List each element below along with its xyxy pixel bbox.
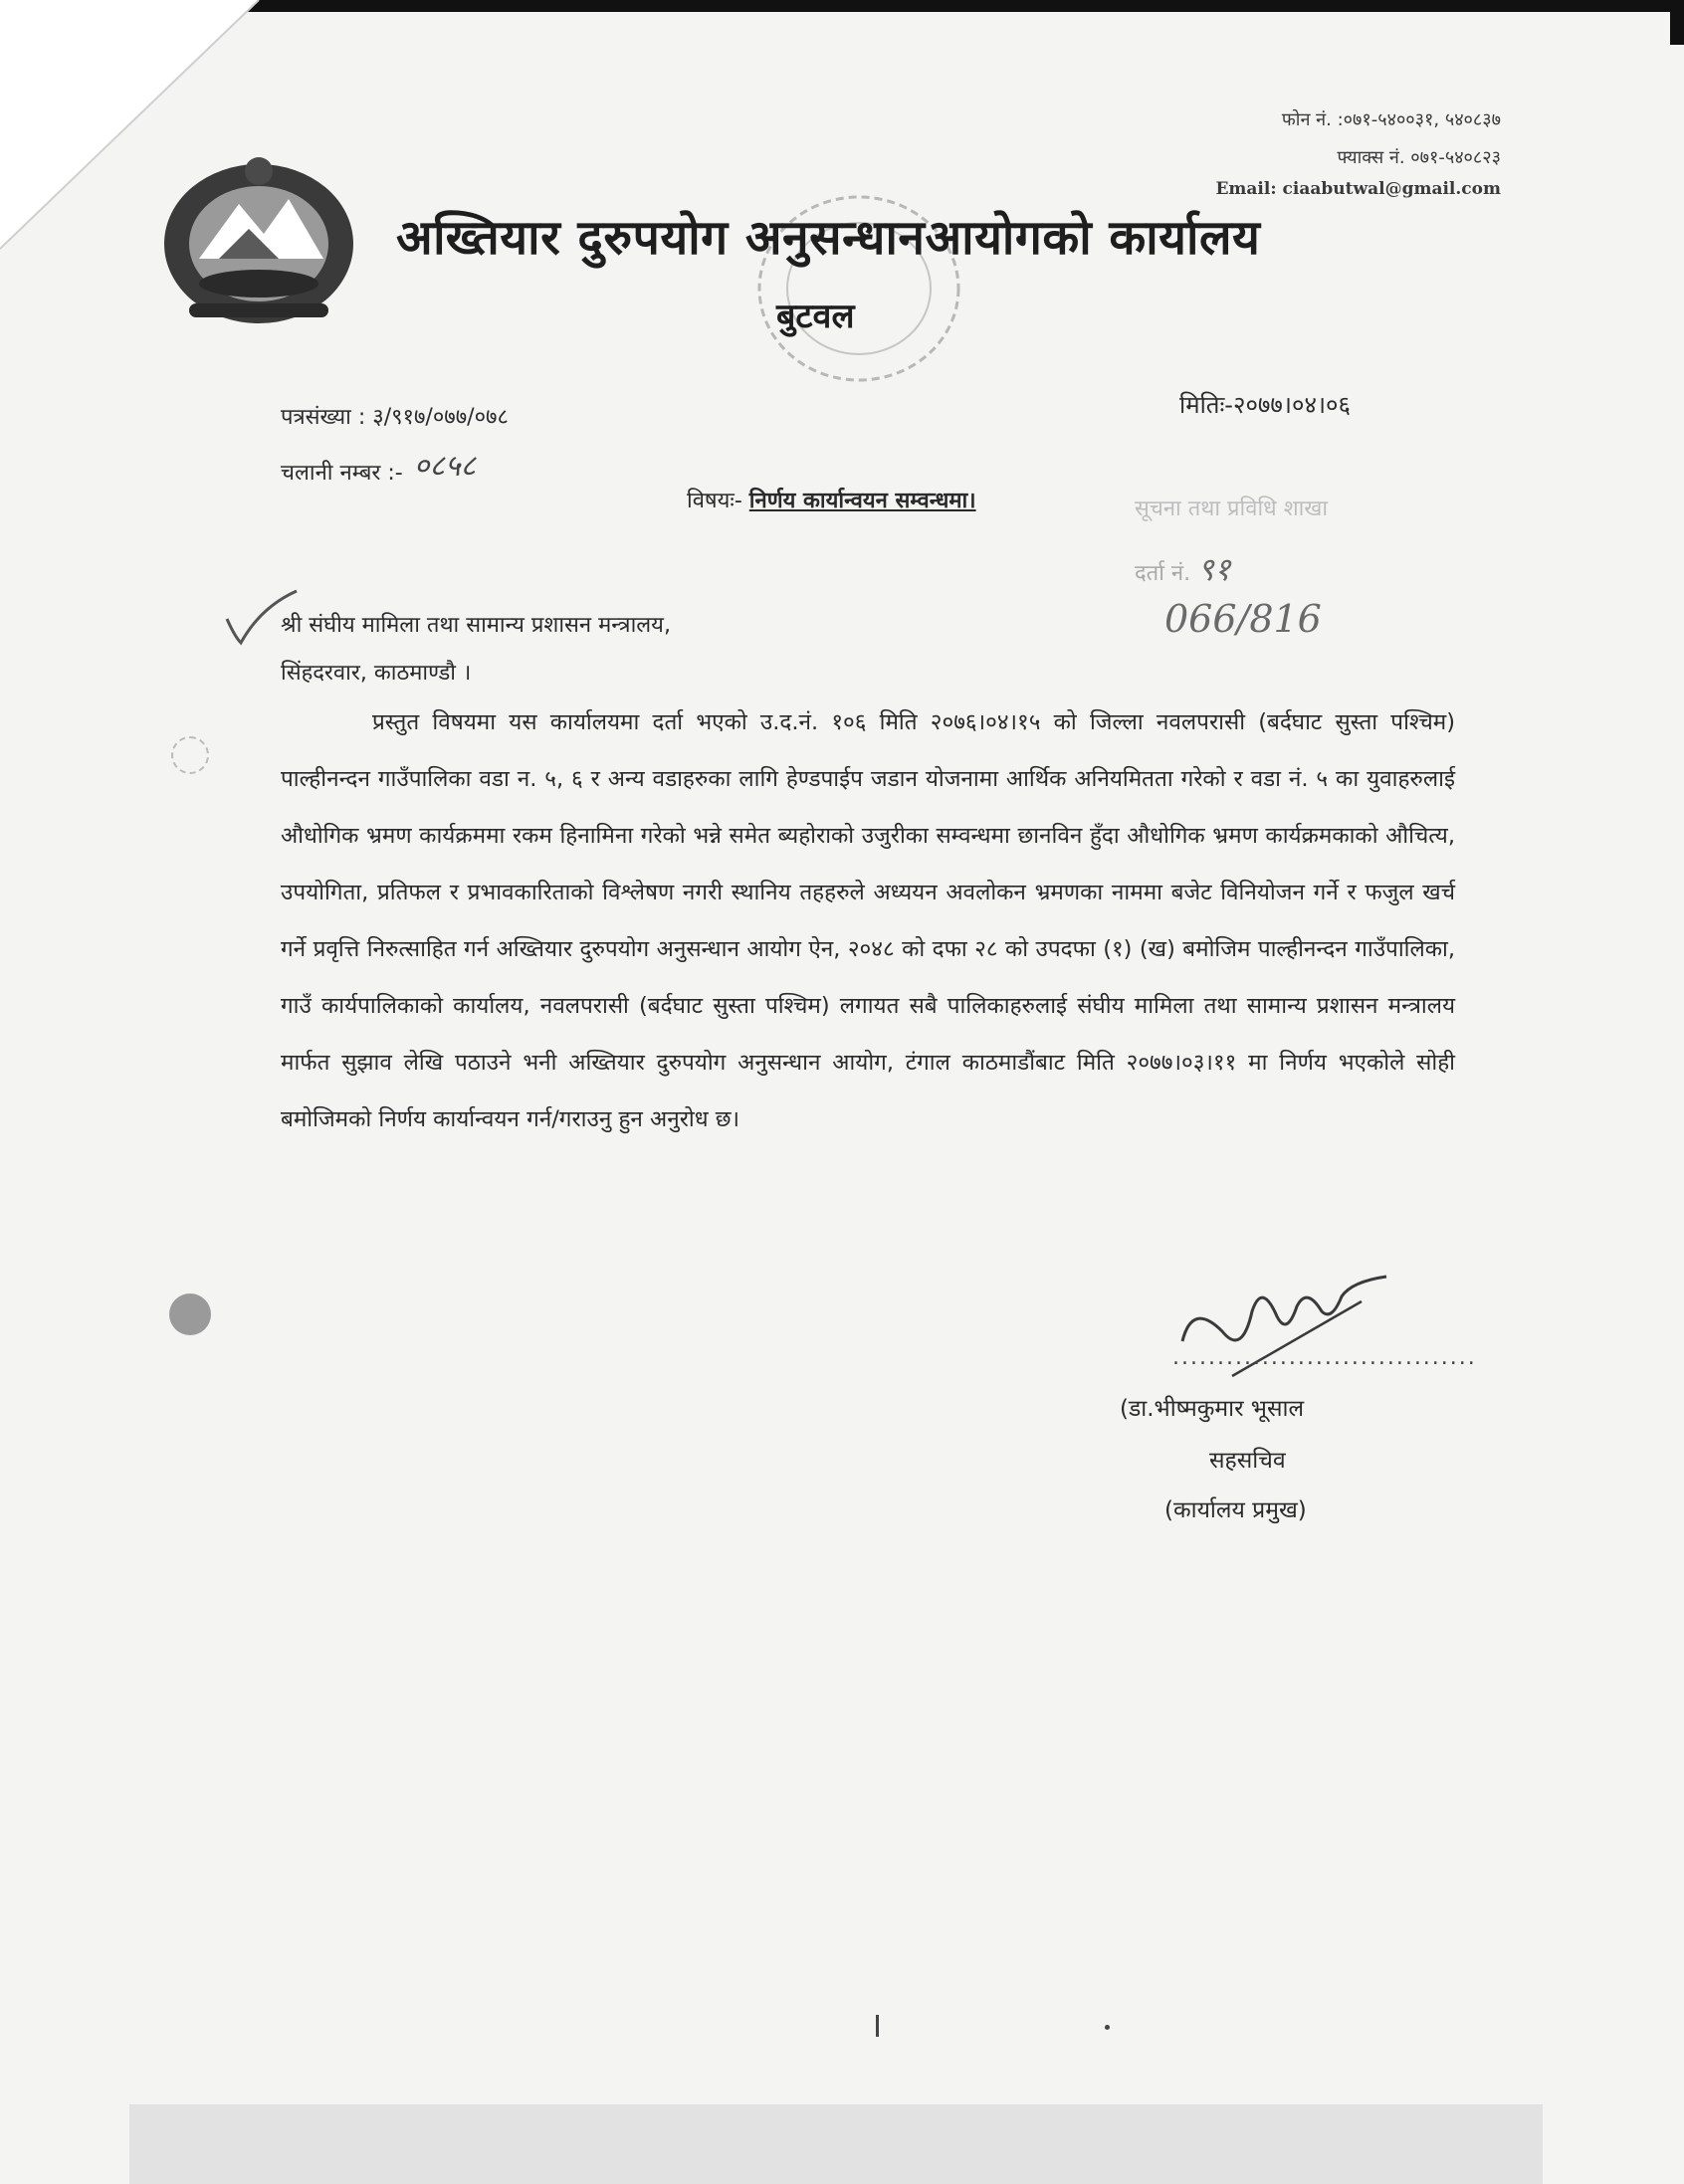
subject-line: [687, 485, 976, 514]
signatory-designation: सहसचिव: [1209, 1448, 1286, 1474]
receipt-section-name: सूचना तथा प्रविधि शाखा: [1135, 496, 1329, 521]
letter-date: मितिः-२०७७।०४।०६: [1179, 391, 1352, 419]
email-address: Email: ciaabutwal@gmail.com: [1215, 179, 1501, 199]
fax-number: फ्याक्स नं. ०७१-५४०८२३: [1337, 147, 1501, 168]
signature-line: ..................................: [1172, 1345, 1477, 1370]
nepal-emblem-icon: [159, 149, 358, 328]
receipt-handwritten-number: 066/816: [1164, 597, 1322, 641]
receipt-register-label: दर्ता नं.: [1135, 561, 1191, 586]
addressee-line-1: श्री संघीय मामिला तथा सामान्य प्रशासन मन्त्रालय,: [281, 613, 671, 638]
addressee-line-2: सिंहदरवार, काठमाण्डौ ।: [281, 661, 472, 686]
signatory-name: (डा.भीष्मकुमार भूसाल: [1120, 1396, 1305, 1422]
signatory-office: (कार्यालय प्रमुख): [1164, 1497, 1307, 1523]
scan-bottom-shadow: [129, 2104, 1543, 2184]
dispatch-number-label: चलानी नम्बर :-: [281, 461, 403, 486]
letter-number: [281, 401, 509, 431]
subject-text: निर्णय कार्यान्वयन सम्वन्धमा।: [748, 489, 976, 513]
letter-body: [281, 695, 1455, 1148]
punch-hole-faint: [171, 736, 209, 774]
scan-dot: [1105, 2025, 1110, 2030]
scan-mark: [876, 2015, 879, 2037]
dispatch-number-value: ०८५८: [413, 449, 477, 484]
letter-number-label: पत्रसंख्या :: [281, 405, 366, 430]
receipt-register-value: ९१: [1197, 550, 1231, 588]
letter-number-value: ३/९१७/०७७/०७८: [372, 405, 509, 430]
office-title: अख्तियार दुरुपयोग अनुसन्धानआयोगको कार्यालय: [396, 210, 1261, 266]
phone-number: फोन नं. :०७१-५४००३१, ५४०८३७: [1281, 109, 1501, 130]
subject-label: विषयः-: [687, 489, 742, 513]
receipt-register: [1135, 547, 1230, 590]
punch-hole: [169, 1293, 211, 1335]
office-location: बुटवल: [776, 297, 855, 336]
scan-edge-right: [1670, 0, 1684, 45]
dispatch-number: [281, 448, 477, 489]
body-paragraph: प्रस्तुत विषयमा यस कार्यालयमा दर्ता भएको उ.द.नं. १०६ मिति २०७६।०४।१५ को जिल्ला नवलपरासी (बर्दघाट सुस्ता पश्चिम) पाल्हीनन्दन गाउँपालिका वडा न. ५, ६ र अन्य वडाहरुका लागि हेण्डपाईप जडान योजनामा आर्थिक अनियमितता गरेको र वडा नं. ५ का युवाहरुलाई औधोगिक भ्रमण कार्यक्रममा रकम हिनामिना गरेको भन्ने समेत ब्यहोराको उजुरीका सम्वन्धमा छानविन हुँदा औधोगिक भ्रमण कार्यक्रमकाको औचित्य, उपयोगिता, प्रतिफल र प्रभावकारिताको विश्लेषण नगरी स्थानिय तहहरुले अध्ययन अवलोकन भ्रमणका नाममा बजेट विनियोजन गर्ने र फजुल खर्च गर्ने प्रवृत्ति निरुत्साहित गर्न अख्तियार दुरुपयोग अनुसन्धान आयोग ऐन, २०४८ को दफा २८ को उपदफा (१) (ख) बमोजिम पाल्हीनन्दन गाउँपालिका, गाउँ कार्यपालिकाको कार्यालय, नवलपरासी (बर्दघाट सुस्ता पश्चिम) लगायत सबै पालिकाहरुलाई संघीय मामिला तथा सामान्य प्रशासन मन्त्रालय मार्फत सुझाव लेखि पठाउने भनी अख्तियार दुरुपयोग अनुसन्धान आयोग, टंगाल काठमाडौंबाट मिति २०७७।०३।११ मा निर्णय भएकोले सोही बमोजिमको निर्णय कार्यान्वयन गर्न/गराउनु हुन अनुरोध छ।: [281, 709, 1455, 1132]
